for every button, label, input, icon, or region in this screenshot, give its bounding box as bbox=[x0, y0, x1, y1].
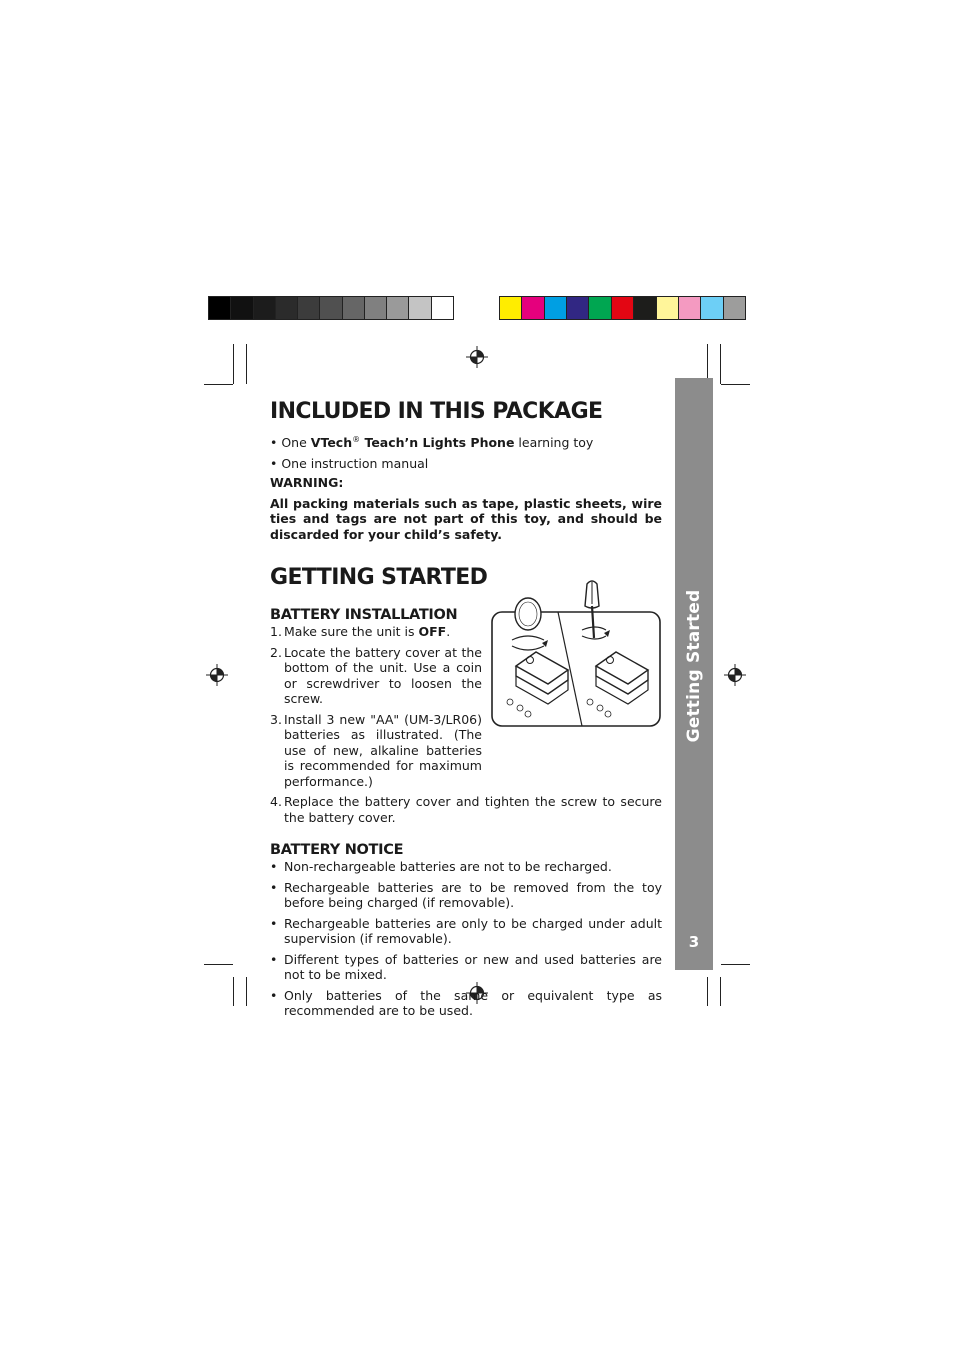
list-item: • Rechargeable batteries are to be removed from the toy before being charged (if removable). bbox=[270, 879, 662, 911]
color-swatch bbox=[209, 297, 231, 319]
battery-installation-heading: BATTERY INSTALLATION bbox=[270, 607, 458, 624]
color-swatch bbox=[276, 297, 298, 319]
color-swatch bbox=[612, 297, 634, 319]
color-swatch bbox=[657, 297, 679, 319]
package-item-manual: • One instruction manual bbox=[270, 455, 429, 471]
color-swatch bbox=[567, 297, 589, 319]
section-tab-label: Getting Started bbox=[684, 589, 704, 743]
step-item: 1. Make sure the unit is OFF. bbox=[270, 624, 451, 640]
step-item: 4. Replace the battery cover and tighten the screw to secure the battery cover. bbox=[270, 794, 662, 825]
color-swatch bbox=[701, 297, 723, 319]
color-swatch bbox=[545, 297, 567, 319]
battery-notice-heading: BATTERY NOTICE bbox=[270, 842, 404, 859]
list-item: • Different types of batteries or new and used batteries are not to be mixed. bbox=[270, 951, 662, 983]
color-swatch bbox=[500, 297, 522, 319]
color-swatch bbox=[254, 297, 276, 319]
warning-text: All packing materials such as tape, plastic sheets, wire ties and tags are not part of this toy, and should be discarded for your child’s safety. bbox=[270, 495, 662, 542]
step-item: 2. Locate the battery cover at the bottom of the unit. Use a coin or screwdriver to loosen the screw. bbox=[270, 644, 482, 707]
color-swatch bbox=[679, 297, 701, 319]
color-swatch bbox=[320, 297, 342, 319]
color-swatch bbox=[634, 297, 656, 319]
color-swatch bbox=[724, 297, 745, 319]
section-side-tab bbox=[675, 378, 713, 970]
color-swatch bbox=[298, 297, 320, 319]
package-title: INCLUDED IN THIS PACKAGE bbox=[270, 399, 603, 424]
color-swatch bbox=[589, 297, 611, 319]
getting-started-title: GETTING STARTED bbox=[270, 565, 488, 591]
list-item: • Rechargeable batteries are only to be charged under adult supervision (if removable). bbox=[270, 915, 662, 947]
battery-notice-list bbox=[270, 859, 662, 1019]
color-swatch bbox=[231, 297, 253, 319]
registration-mark-icon bbox=[466, 346, 488, 368]
list-item: • Non-rechargeable batteries are not to be recharged. bbox=[270, 859, 612, 875]
color-swatch bbox=[365, 297, 387, 319]
package-item-toy: • One VTech® Teach’n Lights Phone learning toy bbox=[270, 435, 594, 451]
step-item: 3. Install 3 new "AA" (UM-3/LR06) batteries as illustrated. (The use of new, alkaline batteries is recommended for maximum performance.) bbox=[270, 711, 482, 789]
color-swatch bbox=[409, 297, 431, 319]
process-color-bar bbox=[499, 296, 746, 320]
warning-heading: WARNING: bbox=[270, 475, 344, 491]
battery-installation-illustration bbox=[490, 576, 662, 728]
page-number: 3 bbox=[688, 933, 700, 951]
coin-icon bbox=[515, 598, 541, 630]
color-swatch bbox=[387, 297, 409, 319]
grayscale-color-bar bbox=[208, 296, 454, 320]
color-swatch bbox=[343, 297, 365, 319]
color-swatch bbox=[522, 297, 544, 319]
registration-mark-icon bbox=[206, 664, 228, 686]
list-item: • Only batteries of the same or equivalent type as recommended are to be used. bbox=[270, 987, 662, 1019]
color-swatch bbox=[432, 297, 453, 319]
registration-mark-icon bbox=[724, 664, 746, 686]
